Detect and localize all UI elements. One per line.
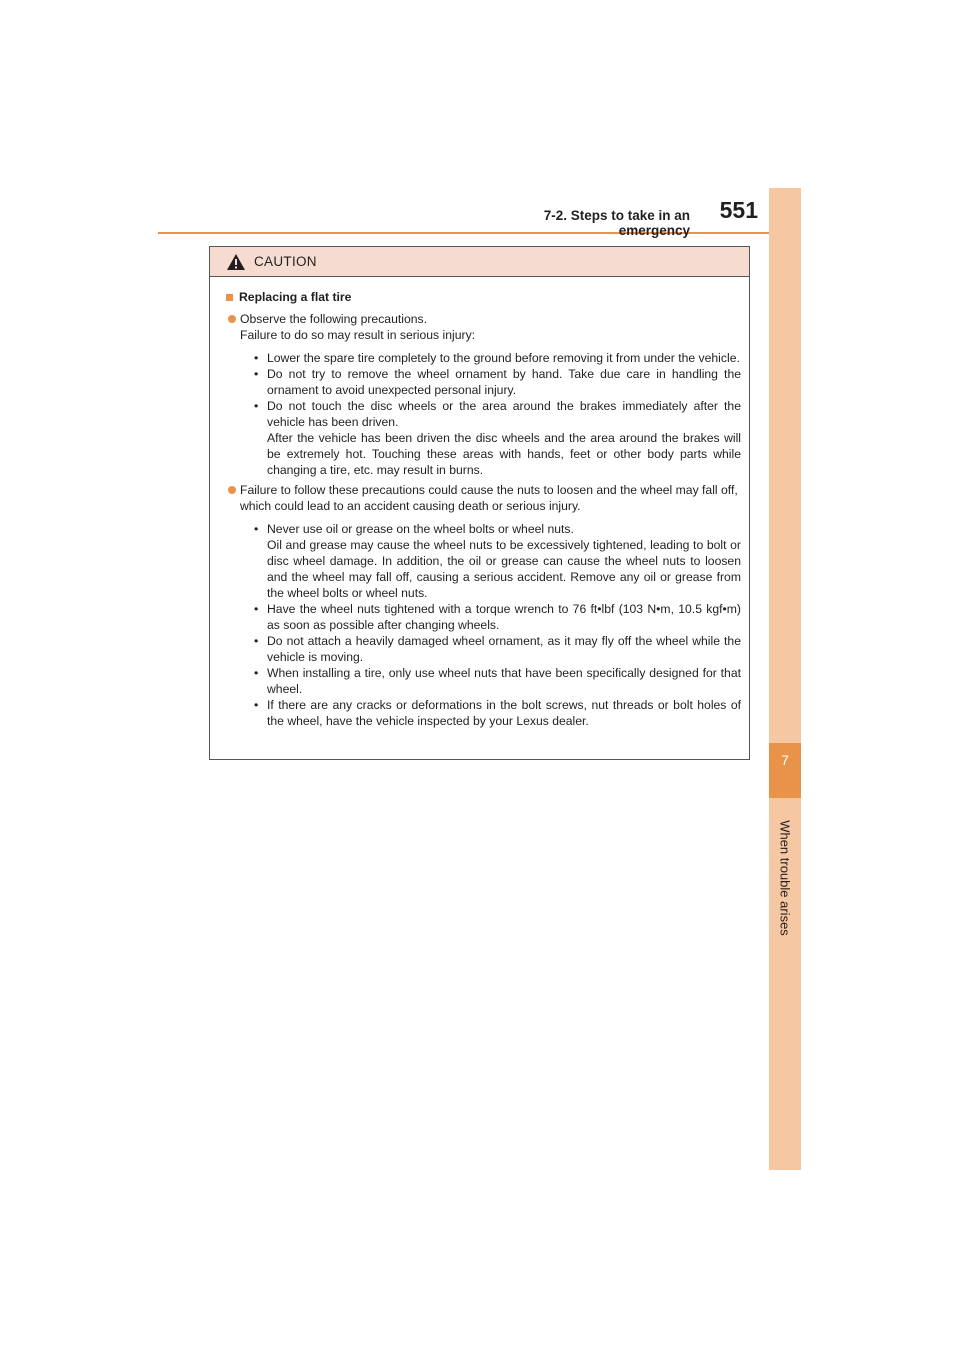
caution-body [210,277,749,731]
bullet-mark: • [254,602,259,616]
bullet-mark: • [254,351,259,365]
bullet-line: Lower the spare tire completely to the ground before removing it from under the vehicle. [267,351,740,365]
caution-label: CAUTION [254,254,317,269]
bullet-mark: • [254,634,259,648]
bullet-text [267,398,741,478]
bullet-list [254,350,741,478]
bullet-item [254,350,741,366]
bullet-line: When installing a tire, only use wheel nuts that have been specifically designed for that wheel. [267,666,741,696]
side-tab [769,188,801,1170]
bullet-item [254,697,741,729]
bullet-line: After the vehicle has been driven the disc wheels and the area around the brakes will be extremely hot. Touching these areas with hands, feet or other body parts while changing a tire, etc. may result in burns. [267,431,741,477]
bullet-line: Oil and grease may cause the wheel nuts to be excessively tightened, leading to bolt or disc wheel damage. In addition, the oil or grease can cause the wheel nuts to loosen and the wheel may fall off, causing a serious accident. Remove any oil or grease from the wheel bolts or wheel nuts. [267,538,741,600]
caution-point [226,482,741,731]
points-container [226,311,741,731]
chapter-title: When trouble arises [777,820,793,936]
caution-point [226,311,741,480]
point-text [240,311,741,480]
point-line: Failure to follow these precautions could cause the nuts to loosen and the wheel may fall off, which could lead to an accident causing death or serious injury. [240,483,738,513]
chapter-number: 7 [781,752,789,768]
bullet-text [267,633,741,665]
bullet-text [267,601,741,633]
bullet-text [267,366,741,398]
bullet-list [254,521,741,729]
section-heading [226,289,741,305]
bullet-mark: • [254,367,259,381]
bullet-line: Do not touch the disc wheels or the area around the brakes immediately after the vehicle has been driven. [267,399,741,429]
bullet-item [254,665,741,697]
bullet-line: Do not attach a heavily damaged wheel ornament, as it may fly off the wheel while the vehicle is moving. [267,634,741,664]
point-line: Observe the following precautions. [240,312,427,326]
square-bullet-icon [226,294,233,301]
bullet-text [267,521,741,601]
bullet-item [254,366,741,398]
bullet-text [267,350,741,366]
warning-triangle-icon [226,253,246,271]
page-number: 551 [719,197,758,223]
bullet-mark: • [254,522,259,536]
bullet-item [254,398,741,478]
bullet-mark: • [254,666,259,680]
bullet-line: If there are any cracks or deformations in the bolt screws, nut threads or bolt holes of the wheel, have the vehicle inspected by your Lexus dealer. [267,698,741,728]
circle-bullet-icon [228,315,236,323]
bullet-item [254,521,741,601]
bullet-line: Never use oil or grease on the wheel bolts or wheel nuts. [267,522,574,536]
caution-box [209,246,750,760]
bullet-item [254,601,741,633]
bullet-item [254,633,741,665]
bullet-line: Have the wheel nuts tightened with a torque wrench to 76 ft•lbf (103 N•m, 10.5 kgf•m) as soon as possible after changing wheels. [267,602,741,632]
point-text [240,482,741,731]
point-line: Failure to do so may result in serious injury: [240,328,476,342]
circle-bullet-icon [228,486,236,494]
caution-header [210,247,749,277]
bullet-mark: • [254,698,259,712]
section-title: 7-2. Steps to take in an emergency [543,208,690,238]
section-heading-text: Replacing a flat tire [239,290,352,304]
bullet-text [267,665,741,697]
bullet-line: Do not try to remove the wheel ornament by hand. Take due care in handling the ornament to avoid unexpected personal injury. [267,367,741,397]
bullet-text [267,697,741,729]
bullet-mark: • [254,399,259,413]
